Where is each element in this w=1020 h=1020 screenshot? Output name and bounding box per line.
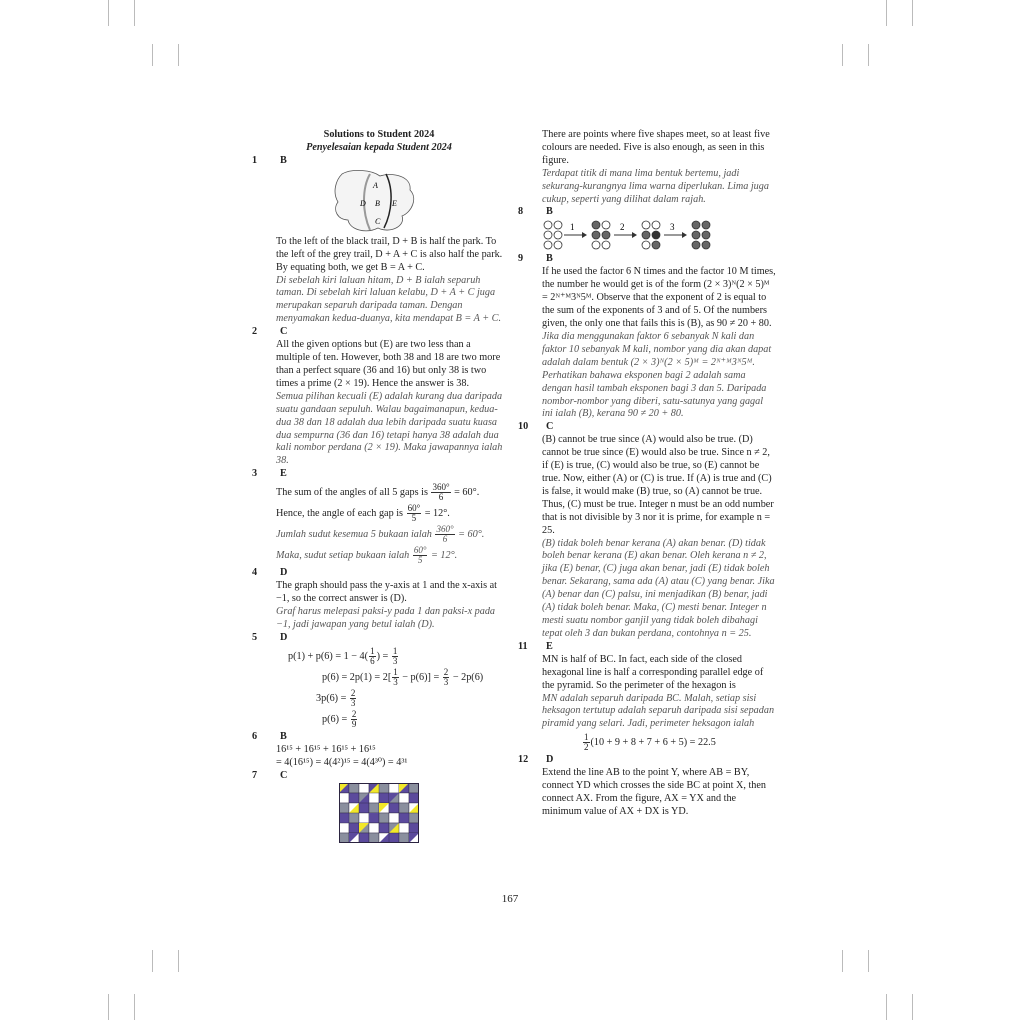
crop-mark (886, 994, 887, 1020)
page-number: 167 (501, 893, 519, 905)
line-text: = 12°. (424, 508, 450, 520)
fraction: $\frac{2}{9}$ (351, 708, 357, 729)
tile (399, 823, 409, 833)
tile (339, 833, 349, 843)
tile (359, 833, 369, 843)
answer-letter: D (546, 754, 554, 766)
answer-letter: C (546, 421, 554, 433)
question-number: 5 (252, 631, 258, 643)
answer-letter: D (280, 567, 288, 579)
tile (349, 783, 359, 793)
region-label: D (360, 198, 366, 208)
tile (339, 823, 349, 833)
fraction: $\frac{360^\circ}{6}$ (432, 482, 450, 503)
fraction: $\frac{60^\circ}{5}$ (413, 545, 427, 566)
tile (389, 803, 399, 813)
tile (349, 793, 359, 803)
crop-mark (152, 44, 153, 66)
answer-letter: E (546, 640, 553, 652)
line-text: Jumlah sudut kesemua 5 bukaan ialah (276, 529, 432, 541)
solution-6 (252, 731, 506, 770)
solution-12 (518, 754, 776, 819)
tiling-figure (252, 783, 506, 848)
tile (399, 803, 409, 813)
region-label: B (375, 198, 380, 208)
solution-text-ms: MN adalah separuh daripada BC. Malah, setiap sisi heksagon tertutup adalah separuh daripada sisi sepadan piramid yang selari. Jadi, perimeter heksagon ialah (542, 692, 775, 730)
solution-text: MN is half of BC. In fact, each side of the closed hexagonal line is half a corresponding parallel edge of the pyramid. So the perimeter of the hexagon is (542, 653, 764, 691)
equation-text: 3p(6) = (316, 692, 347, 704)
answer-letter: B (546, 253, 553, 265)
crop-mark (152, 950, 153, 972)
fraction: $\frac{1}{3}$ (393, 666, 398, 687)
solution-1 (252, 155, 506, 326)
crop-mark (912, 0, 913, 26)
tile (409, 783, 419, 793)
fraction: $\frac{360^\circ}{6}$ (436, 524, 454, 545)
solution-text: To the left of the black trail, D + B is half the park. To the left of the grey trail, D + A + C is also half the park. By equating both, we get B = A + C. (276, 235, 503, 273)
line-text: Maka, sudut setiap bukaan ialah (276, 550, 410, 562)
answer-letter: D (280, 631, 288, 643)
tile (399, 793, 409, 803)
solution-text-ms: Jika dia menggunakan faktor 6 sebanyak N kali dan faktor 10 sebanyak M kali, nombor yang dia akan dapat adalah dalam bentuk (2 × 3)ᴺ(2 × 5)ᴹ = 2ᴺ⁺ᴹ3ᴺ5ᴹ. Perhatikan bahawa eksponen bagi 2 adalah sama dengan hasil tambah eksponen bagi 3 dan 5. Daripada nombor-nombor yang diberi, satu-satunya yang gagal ini ialah (B), kerana 90 ≠ 20 + 80. (542, 330, 772, 420)
region-label: C (375, 216, 381, 226)
line-text: = 12°. (430, 550, 458, 562)
solution-text: (B) cannot be true since (A) would also be true. (D) cannot be true since (E) would also be true. Since n ≠ 2, if (E) is true, (C) would also be true, so (E) cannot be true. Now, either (A) or (C) is true. If (A) is true and (C) is false, it would make (B) true, so (A) cannot be true. Thus, (C) must be true. Integer n must be an odd number that is not divisible by 3 nor it is prime, for example n = 25. (542, 434, 774, 536)
fraction: $\frac{2}{3}$ (350, 687, 356, 708)
answer-letter: C (280, 769, 288, 781)
tile (369, 793, 379, 803)
solution-text-ms: (B) tidak boleh benar kerana (A) akan benar. (D) tidak boleh benar kerana (E) akan benar. Oleh kerana n ≠ 2, jika (E) benar, (C) juga akan benar, jadi (E) tidak boleh benar. Sekarang, sama ada (A) atau (C) yang benar. Jika (A) benar dan (C) palsu, ini menjadikan (B) benar, jadi (A) tidak boleh benar. Maka, (C) mesti benar. Integer n mesti suatu nombor ganjil yang tidak boleh dibahagi tepat oleh 3 dan bukan perdana, contohnya n = 25. (542, 537, 775, 639)
crop-mark (108, 0, 109, 26)
solution-text: If he used the factor 6 N times and the factor 10 M times, the number he would get is of the form (2 × 3)ᴺ(2 × 5)ᴹ = 2ᴺ⁺ᴹ3ᴺ5ᴹ. Observe that the exponent of 2 is equal to the sum of the exponents of 3 and of 5. Of the numbers given, the only one that fails this is (B), as 90 ≠ 20 + 80. (542, 266, 776, 330)
left-column (252, 129, 506, 848)
line-text: = 60°. (458, 529, 485, 541)
question-number: 1 (252, 154, 258, 166)
tile (389, 783, 399, 793)
page-subtitle: Penyelesaian kepada Student 2024 (306, 141, 452, 153)
crop-mark (868, 950, 869, 972)
step-label: 1 (570, 222, 575, 233)
answer-letter: B (546, 206, 553, 218)
solution-4 (252, 567, 506, 632)
crop-mark (134, 994, 135, 1020)
solution-7-text: There are points where five shapes meet, so at least five colours are needed. Five is also enough, as seen in this figure. (542, 129, 770, 166)
crop-mark (178, 44, 179, 66)
equation-text: p(1) + p(6) = 1 − 4 (288, 650, 365, 662)
crop-mark (912, 994, 913, 1020)
tile (359, 803, 369, 813)
page-title: Solutions to Student 2024 (323, 129, 435, 140)
coin-sequence-figure (518, 219, 776, 253)
solution-text: All the given options but (E) are two less than a multiple of ten. However, both 38 and 18 are two more than a perfect square (36 and 16) but only 38 is two times a prime (2 × 19). Hence the answer is 38. (276, 339, 501, 389)
equation-text: p(6) = 2p(1) = 2 (322, 671, 388, 683)
fraction: $\frac{60^\circ}{5}$ (407, 503, 421, 524)
question-number: 3 (252, 468, 258, 480)
solution-text-ms: Di sebelah kiri laluan hitam, D + B ialah separuh taman. Di sebelah kiri laluan kelabu, D + A + C juga merupakan separuh daripada taman. Dengan menyamakan kedua-duanya, kita mendapat B = A + C. (276, 274, 502, 325)
fraction: $\frac{2}{3}$ (443, 666, 449, 687)
tile (389, 813, 399, 823)
answer-letter: B (280, 154, 287, 166)
question-number: 10 (518, 421, 529, 433)
crop-mark (868, 44, 869, 66)
tile (409, 823, 419, 833)
tile (409, 813, 419, 823)
line-text: The sum of the angles of all 5 gaps is (276, 487, 428, 499)
tile (369, 803, 379, 813)
tile (369, 833, 379, 843)
solution-text: The graph should pass the y-axis at 1 and the x-axis at −1, so the correct answer is (D). (276, 580, 497, 605)
question-number: 8 (518, 206, 524, 218)
solution-8 (518, 206, 776, 253)
tile (359, 783, 369, 793)
answer-letter: C (280, 326, 288, 338)
tiling-svg (339, 783, 419, 843)
fraction: $\frac{1}{3}$ (392, 645, 398, 666)
region-label: A (373, 180, 378, 190)
tile (339, 803, 349, 813)
tile (379, 823, 389, 833)
tile (409, 793, 419, 803)
solution-3 (252, 468, 506, 565)
question-number: 6 (252, 730, 258, 742)
crop-mark (108, 994, 109, 1020)
question-number: 9 (518, 253, 524, 265)
question-number: 7 (252, 769, 258, 781)
tile (339, 793, 349, 803)
question-number: 2 (252, 326, 258, 338)
right-column (518, 129, 776, 819)
line-text: = 60°. (454, 487, 480, 499)
tile (379, 793, 389, 803)
region-label: E (392, 198, 397, 208)
solution-5: 5 D p(1) + p(6) = 1 − 4( $\frac{1}{6}$) = $\frac{1}{3}$ p(6) = 2p(1) = 2[ $\frac{1}{3} - p(6)$] = $\frac{2}{3} - 2p(6)$ 3p(6) = $\frac{2}{3}$ p(6) = $\frac{2}{9}$ (252, 631, 484, 729)
solution-text: Extend the line AB to the point Y, where AB = BY, connect YD which crosses the side BC at point X, then connect AX. From the figure, AX = YX and the minimum value of AX + DX is YD. (542, 767, 766, 817)
crop-mark (134, 0, 135, 26)
tile (349, 823, 359, 833)
solution-text-ms: Semua pilihan kecuali (E) adalah kurang dua daripada suatu gandaan sepuluh. Walau bagaimanapun, kedua-dua 38 dan 18 adalah dua lebih daripada suatu kuasa dua sempurna (36 dan 16) tetapi hanya 38 adalah dua kali nombor perdana (2 × 19). Maka jawapannya ialah 38. (276, 390, 503, 467)
solution-7 (252, 770, 506, 848)
crop-mark (178, 950, 179, 972)
tile (379, 813, 389, 823)
tile (369, 823, 379, 833)
crop-mark (842, 44, 843, 66)
question-number: 11 (518, 640, 528, 652)
answer-letter: E (280, 468, 287, 480)
solution-text-ms: Graf harus melepasi paksi-y pada 1 dan paksi-x pada −1, jadi jawapan yang betul ialah (D). (276, 606, 496, 630)
question-number: 12 (518, 754, 529, 766)
solution-line: 16¹⁵ + 16¹⁵ + 16¹⁵ + 16¹⁵ (276, 743, 376, 755)
crop-mark (842, 950, 843, 972)
solution-10 (518, 421, 776, 641)
solution-7-text-ms: Terdapat titik di mana lima bentuk bertemu, jadi sekurang-kurangnya lima warna diperlukan. Lima juga cukup, seperti yang dilihat dalam rajah. (542, 167, 769, 205)
tile (389, 833, 399, 843)
tile (399, 833, 409, 843)
tile (359, 813, 369, 823)
solution-9 (518, 253, 776, 421)
fraction: $\frac{1}{2}$ (584, 732, 589, 753)
fraction: $\frac{1}{6}$ (370, 645, 375, 666)
equation-text: p(6) = (322, 713, 348, 725)
solution-2 (252, 326, 506, 468)
solution-line: = 4(16¹⁵) = 4(4²)¹⁵ = 4(4³⁰) = 4³¹ (276, 756, 408, 768)
step-label: 3 (670, 222, 675, 233)
park-diagram (252, 168, 506, 236)
solution-11 (518, 641, 776, 752)
tile (379, 783, 389, 793)
equation-text: (10 + 9 + 8 + 7 + 6 + 5) = 22.5 (590, 737, 716, 749)
step-label: 2 (620, 222, 625, 233)
crop-mark (886, 0, 887, 26)
question-number: 4 (252, 567, 258, 579)
tile (349, 813, 359, 823)
line-text: Hence, the angle of each gap is (276, 508, 404, 520)
answer-letter: B (280, 730, 287, 742)
